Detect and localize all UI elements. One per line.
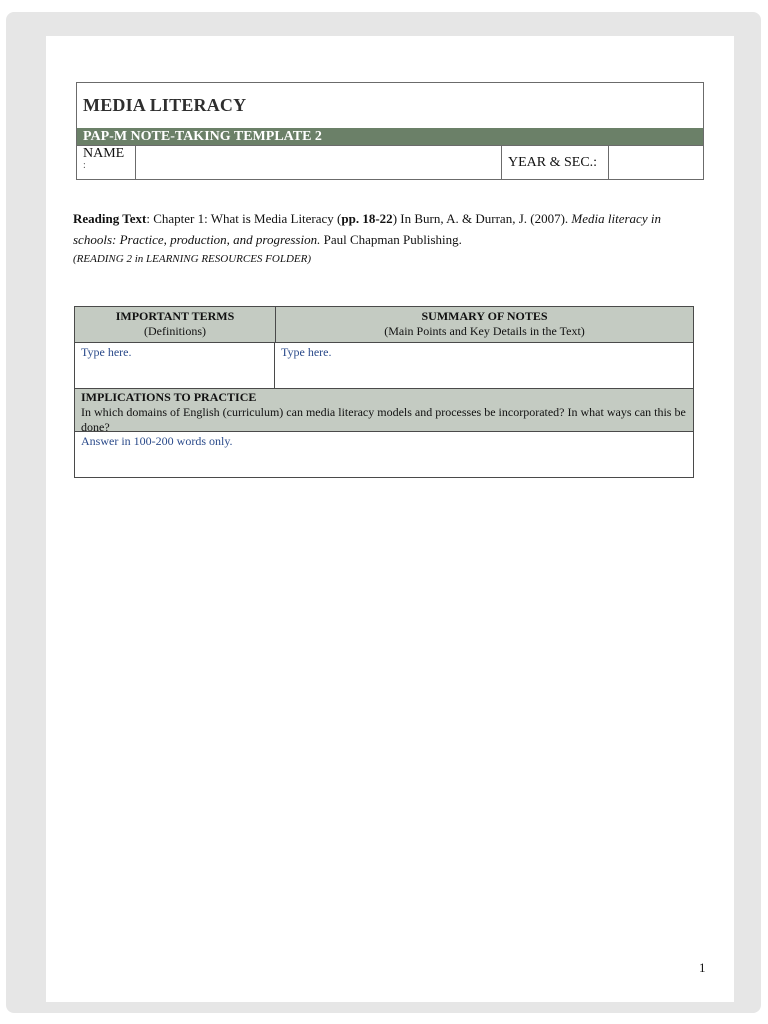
template-subtitle: PAP-M NOTE-TAKING TEMPLATE 2 [77,128,703,145]
name-label-cell [77,146,136,179]
terms-input[interactable]: Type here. [75,343,275,388]
book-title: Media literacy in schools: Practice, production, and progression. [73,211,661,247]
table-header-row [75,307,693,343]
header-block [76,82,704,180]
summary-notes-title: SUMMARY OF NOTES [421,309,548,323]
summary-notes-header [276,307,693,342]
implications-title: IMPLICATIONS TO PRACTICE [81,390,257,404]
reading-chapter: : Chapter 1: What is Media Literacy ( [146,211,342,226]
important-terms-subtitle: (Definitions) [144,324,206,338]
table-body-row [75,343,693,389]
reading-pages: pp. 18-22 [341,211,393,226]
reading-citation: ) In Burn, A. & Durran, J. (2007). [392,211,572,226]
page-number: 1 [699,960,706,975]
reading-folder-note: (READING 2 in LEARNING RESOURCES FOLDER) [73,253,311,265]
year-section-label: YEAR & SEC.: [502,146,609,179]
year-section-field[interactable] [609,146,703,179]
reading-text-paragraph [73,208,693,268]
important-terms-header [75,307,276,342]
document-title: MEDIA LITERACY [83,95,247,115]
notes-table [74,306,694,478]
implications-question: In which domains of English (curriculum) can media literacy models and processes be incorporated? In what ways can this be done? [81,405,686,434]
reading-label: Reading Text [73,211,147,226]
name-colon: : [83,160,86,171]
publisher: Paul Chapman Publishing. [320,232,462,247]
name-label: NAME [83,146,125,161]
student-info-row [77,145,703,179]
implications-row [75,389,693,432]
name-field[interactable] [136,146,502,179]
summary-notes-subtitle: (Main Points and Key Details in the Text) [384,324,585,338]
summary-input[interactable]: Type here. [281,345,332,359]
slide-frame [6,12,761,1013]
answer-input[interactable]: Answer in 100-200 words only. [81,434,233,448]
document-page [46,36,734,1002]
important-terms-title: IMPORTANT TERMS [115,309,235,323]
